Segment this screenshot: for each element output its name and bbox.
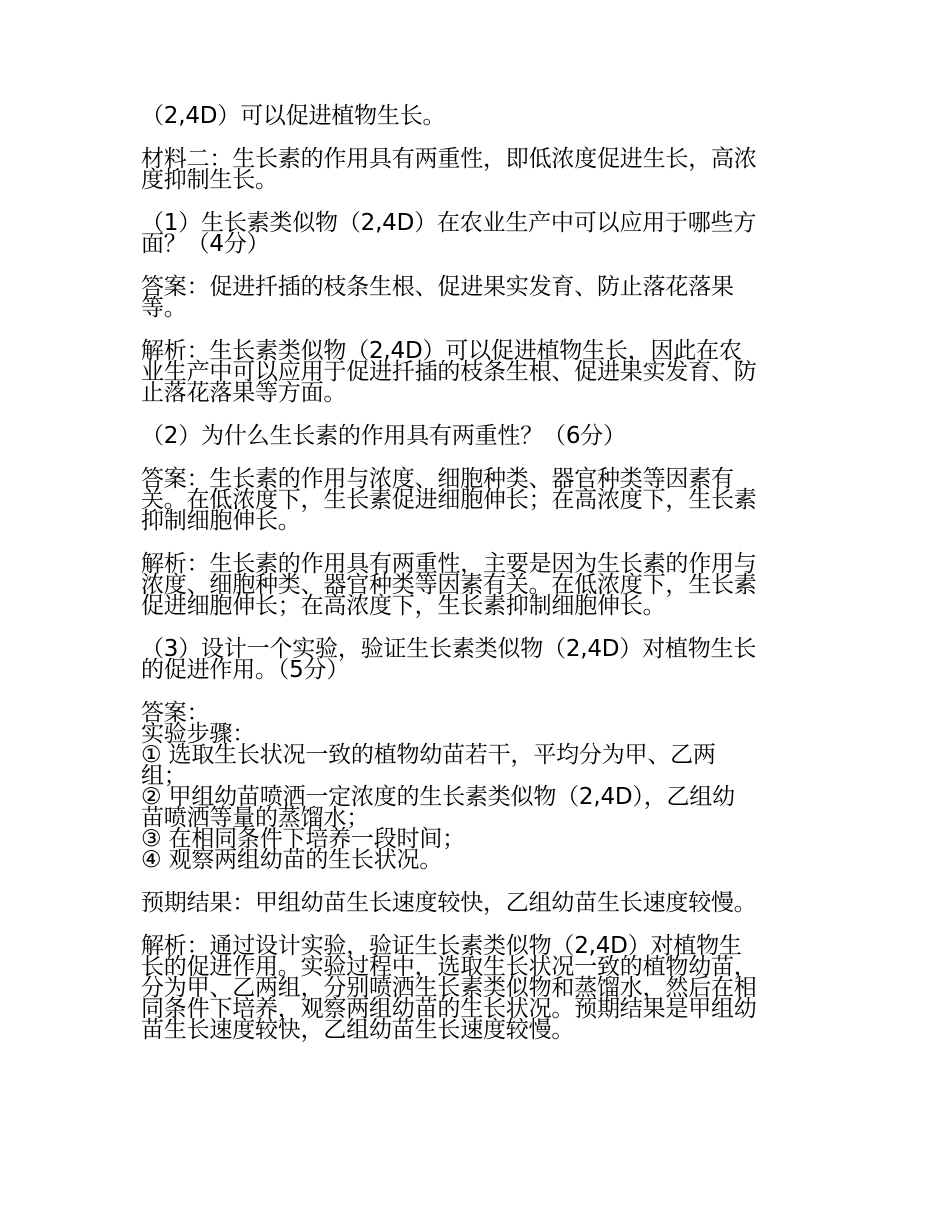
document-page: [141, 103, 813, 1063]
text-line: 面？（4分）: [141, 231, 270, 257]
question-2: [141, 423, 813, 449]
step-4-line: ④ 观察两组幼苗的生长状况。: [141, 847, 443, 873]
analysis-1: [141, 338, 813, 406]
text-line: （2）为什么生长素的作用具有两重性？（6分）: [141, 423, 626, 449]
text-line: 组；: [141, 763, 187, 789]
text-line: 苗喷洒等量的蒸馏水；: [141, 805, 370, 831]
step-2-line: ② 甲组幼苗喷洒一定浓度的生长素类似物（2,4D），乙组幼: [141, 784, 735, 810]
text-line: 分为甲、乙两组，分别喷洒生长素类似物和蒸馏水，然后在相: [141, 975, 757, 1001]
text-line: 解析：通过设计实验，验证生长素类似物（2,4D）对植物生: [141, 933, 742, 959]
text-line: 答案：生长素的作用与浓度、细胞种类、器官种类等因素有: [141, 466, 734, 492]
step-3-line: ③ 在相同条件下培养一段时间；: [141, 826, 465, 852]
question-3: [141, 636, 813, 683]
text-line: 浓度、细胞种类、器官种类等因素有关。在低浓度下，生长素: [141, 572, 757, 598]
answer-3-experiment-steps: [141, 700, 813, 873]
answer-2: [141, 466, 813, 534]
text-line: 解析：生长素类似物（2,4D）可以促进植物生长，因此在农: [141, 338, 742, 364]
text-line: 度抑制生长。: [141, 167, 278, 193]
text-line: 答案：: [141, 700, 210, 726]
paragraph-material-two: [141, 146, 813, 193]
text-line: （3）设计一个实验，验证生长素类似物（2,4D）对植物生长: [141, 636, 757, 662]
text-line: 等。: [141, 295, 187, 321]
text-line: 苗生长速度较快，乙组幼苗生长速度较慢。: [141, 1017, 575, 1043]
text-line: （1）生长素类似物（2,4D）在农业生产中可以应用于哪些方: [141, 210, 757, 236]
analysis-2: [141, 551, 813, 619]
text-line: 同条件下培养，观察两组幼苗的生长状况。预期结果是甲组幼: [141, 996, 757, 1022]
text-line: 预期结果：甲组幼苗生长速度较快，乙组幼苗生长速度较慢。: [141, 890, 757, 916]
question-1: [141, 210, 813, 257]
text-line: 答案：促进扦插的枝条生根、促进果实发育、防止落花落果: [141, 274, 734, 300]
text-line: （2,4D）可以促进植物生长。: [141, 103, 446, 129]
text-line: 的促进作用。（5分）: [141, 657, 350, 683]
step-1-line: ① 选取生长状况一致的植物幼苗若干，平均分为甲、乙两: [141, 742, 716, 768]
paragraph-intro-fragment: [141, 103, 813, 129]
text-line: 业生产中可以应用于促进扦插的枝条生根、促进果实发育、防: [141, 359, 757, 385]
text-line: 材料二：生长素的作用具有两重性，即低浓度促进生长，高浓: [141, 146, 757, 172]
analysis-3: [141, 933, 813, 1043]
text-line: 长的促进作用。实验过程中，选取生长状况一致的植物幼苗，: [141, 954, 757, 980]
expected-result: [141, 890, 813, 916]
answer-1: [141, 274, 813, 321]
text-line: 实验步骤：: [141, 721, 256, 747]
text-line: 促进细胞伸长；在高浓度下，生长素抑制细胞伸长。: [141, 593, 666, 619]
text-line: 解析：生长素的作用具有两重性，主要是因为生长素的作用与: [141, 551, 757, 577]
text-line: 关。在低浓度下，生长素促进细胞伸长；在高浓度下，生长素: [141, 487, 757, 513]
text-line: 抑制细胞伸长。: [141, 508, 301, 534]
text-line: 止落花落果等方面。: [141, 380, 347, 406]
